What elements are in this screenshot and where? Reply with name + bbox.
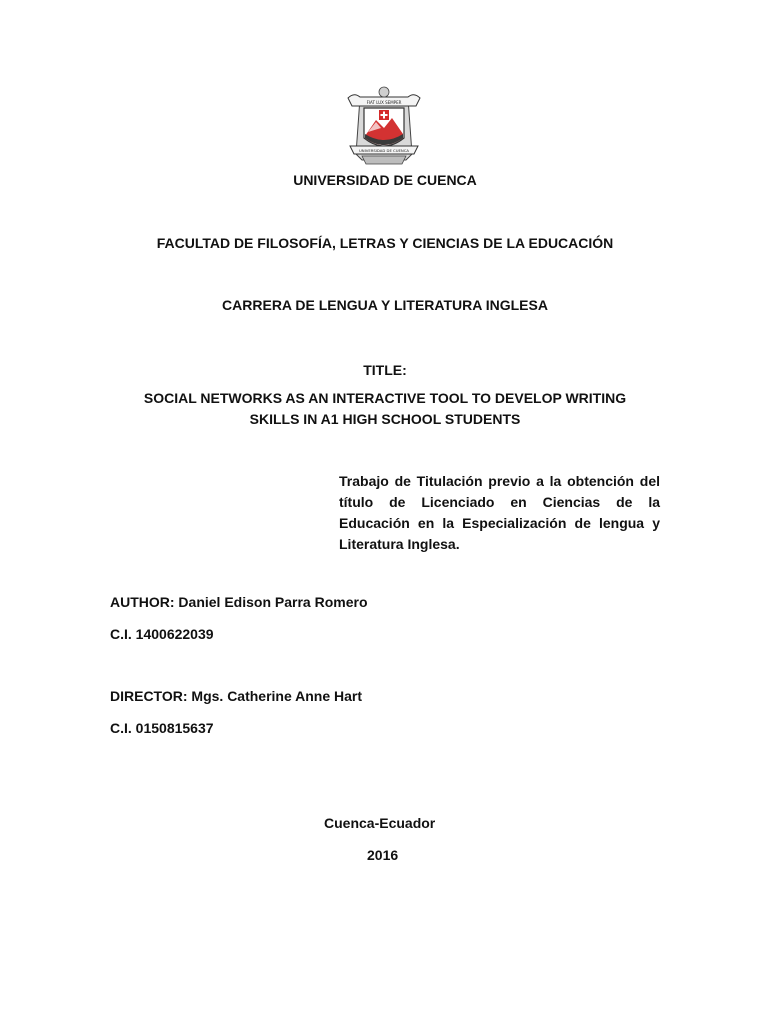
faculty-name: FACULTAD DE FILOSOFÍA, LETRAS Y CIENCIAS DE LA EDUCACIÓN (156, 235, 614, 251)
svg-text:UNIVERSIDAD DE CUENCA: UNIVERSIDAD DE CUENCA (359, 148, 409, 153)
title-label: TITLE: (363, 362, 407, 378)
thesis-title (60, 388, 710, 430)
degree-statement: Trabajo de Titulación previo a la obtención del título de Licenciado en Ciencias de la Educación en la Especialización de lengua y Literatura Inglesa. (339, 473, 660, 552)
university-name: UNIVERSIDAD DE CUENCA (293, 172, 477, 188)
place: Cuenca-Ecuador (324, 815, 436, 831)
program-name: CARRERA DE LENGUA Y LITERATURA INGLESA (222, 297, 548, 313)
director-id: C.I. 0150815637 (110, 720, 214, 736)
year: 2016 (367, 847, 399, 863)
author-id: C.I. 1400622039 (110, 626, 214, 642)
university-coat-of-arms-icon (346, 84, 422, 166)
svg-text:FIAT LUX SEMPER: FIAT LUX SEMPER (366, 100, 402, 105)
thesis-title-line-1: SOCIAL NETWORKS AS AN INTERACTIVE TOOL TO DEVELOP WRITING (143, 390, 627, 406)
director-line: DIRECTOR: Mgs. Catherine Anne Hart (110, 688, 363, 704)
thesis-title-line-2: SKILLS IN A1 HIGH SCHOOL STUDENTS (249, 411, 521, 427)
author-line: AUTHOR: Daniel Edison Parra Romero (110, 594, 368, 610)
